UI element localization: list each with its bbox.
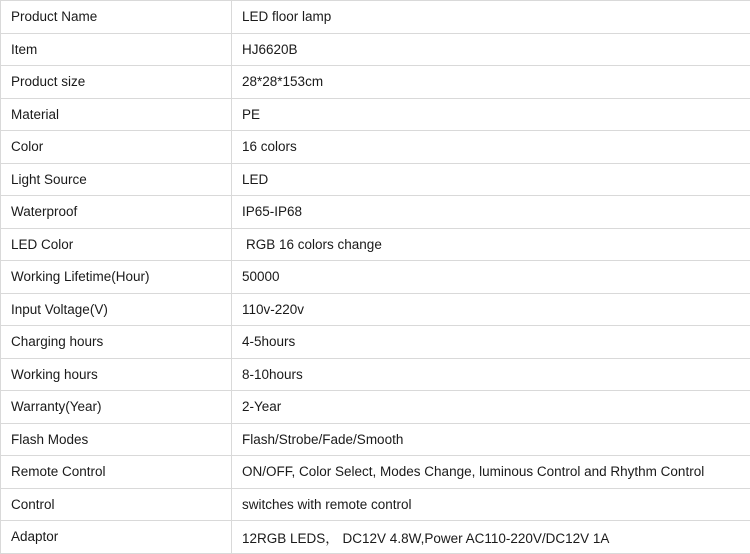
spec-label: Flash Modes (11, 432, 231, 447)
spec-value-cell (232, 66, 750, 99)
table-row (1, 261, 750, 294)
spec-label: Remote Control (11, 464, 231, 479)
spec-value: 2-Year (242, 399, 750, 414)
spec-value: 28*28*153cm (242, 74, 750, 89)
spec-label: Material (11, 107, 231, 122)
spec-label-cell (1, 358, 232, 391)
spec-label-cell (1, 261, 232, 294)
spec-label: Working hours (11, 367, 231, 382)
spec-label: Color (11, 139, 231, 154)
spec-value-cell (232, 33, 750, 66)
spec-value-cell (232, 98, 750, 131)
spec-label: Waterproof (11, 204, 231, 219)
spec-label: Warranty(Year) (11, 399, 231, 414)
spec-label-cell (1, 391, 232, 424)
spec-value-cell (232, 358, 750, 391)
table-row (1, 1, 750, 34)
spec-value-cell (232, 488, 750, 521)
spec-value: Flash/Strobe/Fade/Smooth (242, 432, 750, 447)
spec-value: LED floor lamp (242, 9, 750, 24)
spec-value-cell (232, 228, 750, 261)
spec-value: ON/OFF, Color Select, Modes Change, luminous Control and Rhythm Control (242, 464, 750, 479)
spec-value: HJ6620B (242, 42, 750, 57)
spec-value: IP65-IP68 (242, 204, 750, 219)
table-row (1, 358, 750, 391)
table-row (1, 228, 750, 261)
spec-value: PE (242, 107, 750, 122)
spec-label-cell (1, 488, 232, 521)
spec-label: Adaptor (11, 529, 231, 544)
spec-value-cell (232, 131, 750, 164)
table-row (1, 423, 750, 456)
table-row (1, 33, 750, 66)
spec-value-cell (232, 163, 750, 196)
spec-label-cell (1, 228, 232, 261)
spec-value: 110v-220v (242, 302, 750, 317)
spec-value-cell (232, 391, 750, 424)
spec-label-cell (1, 33, 232, 66)
spec-label: LED Color (11, 237, 231, 252)
spec-value: 50000 (242, 269, 750, 284)
spec-value: switches with remote control (242, 497, 750, 512)
spec-label: Working Lifetime(Hour) (11, 269, 231, 284)
spec-label-cell (1, 423, 232, 456)
spec-label-cell (1, 98, 232, 131)
table-row (1, 131, 750, 164)
spec-value: 12RGB LEDS， DC12V 4.8W,Power AC110-220V/DC12V 1A (242, 527, 750, 547)
spec-label-cell (1, 293, 232, 326)
spec-value: 4-5hours (242, 334, 750, 349)
spec-value-cell (232, 423, 750, 456)
spec-label-cell (1, 163, 232, 196)
spec-value-cell (232, 196, 750, 229)
spec-label-cell (1, 521, 232, 554)
spec-label: Product size (11, 74, 231, 89)
spec-value-cell (232, 326, 750, 359)
spec-value-cell (232, 293, 750, 326)
table-row (1, 163, 750, 196)
table-row (1, 456, 750, 489)
spec-value-cell (232, 456, 750, 489)
spec-label-cell (1, 456, 232, 489)
spec-value-cell (232, 1, 750, 34)
table-row (1, 326, 750, 359)
table-row (1, 391, 750, 424)
table-body (1, 1, 750, 554)
spec-value: RGB 16 colors change (246, 237, 750, 252)
table-row (1, 66, 750, 99)
spec-label: Control (11, 497, 231, 512)
spec-value: LED (242, 172, 750, 187)
spec-label-cell (1, 66, 232, 99)
table-row (1, 98, 750, 131)
spec-label-cell (1, 1, 232, 34)
spec-label: Light Source (11, 172, 231, 187)
spec-value: 16 colors (242, 139, 750, 154)
spec-label: Item (11, 42, 231, 57)
spec-value-cell (232, 521, 750, 554)
spec-label-cell (1, 326, 232, 359)
spec-value-cell (232, 261, 750, 294)
table-row (1, 196, 750, 229)
spec-label-cell (1, 131, 232, 164)
spec-value: 8-10hours (242, 367, 750, 382)
spec-label: Charging hours (11, 334, 231, 349)
spec-label-cell (1, 196, 232, 229)
table-row (1, 293, 750, 326)
table-row (1, 521, 750, 554)
table-row (1, 488, 750, 521)
spec-label: Input Voltage(V) (11, 302, 231, 317)
spec-label: Product Name (11, 9, 231, 24)
